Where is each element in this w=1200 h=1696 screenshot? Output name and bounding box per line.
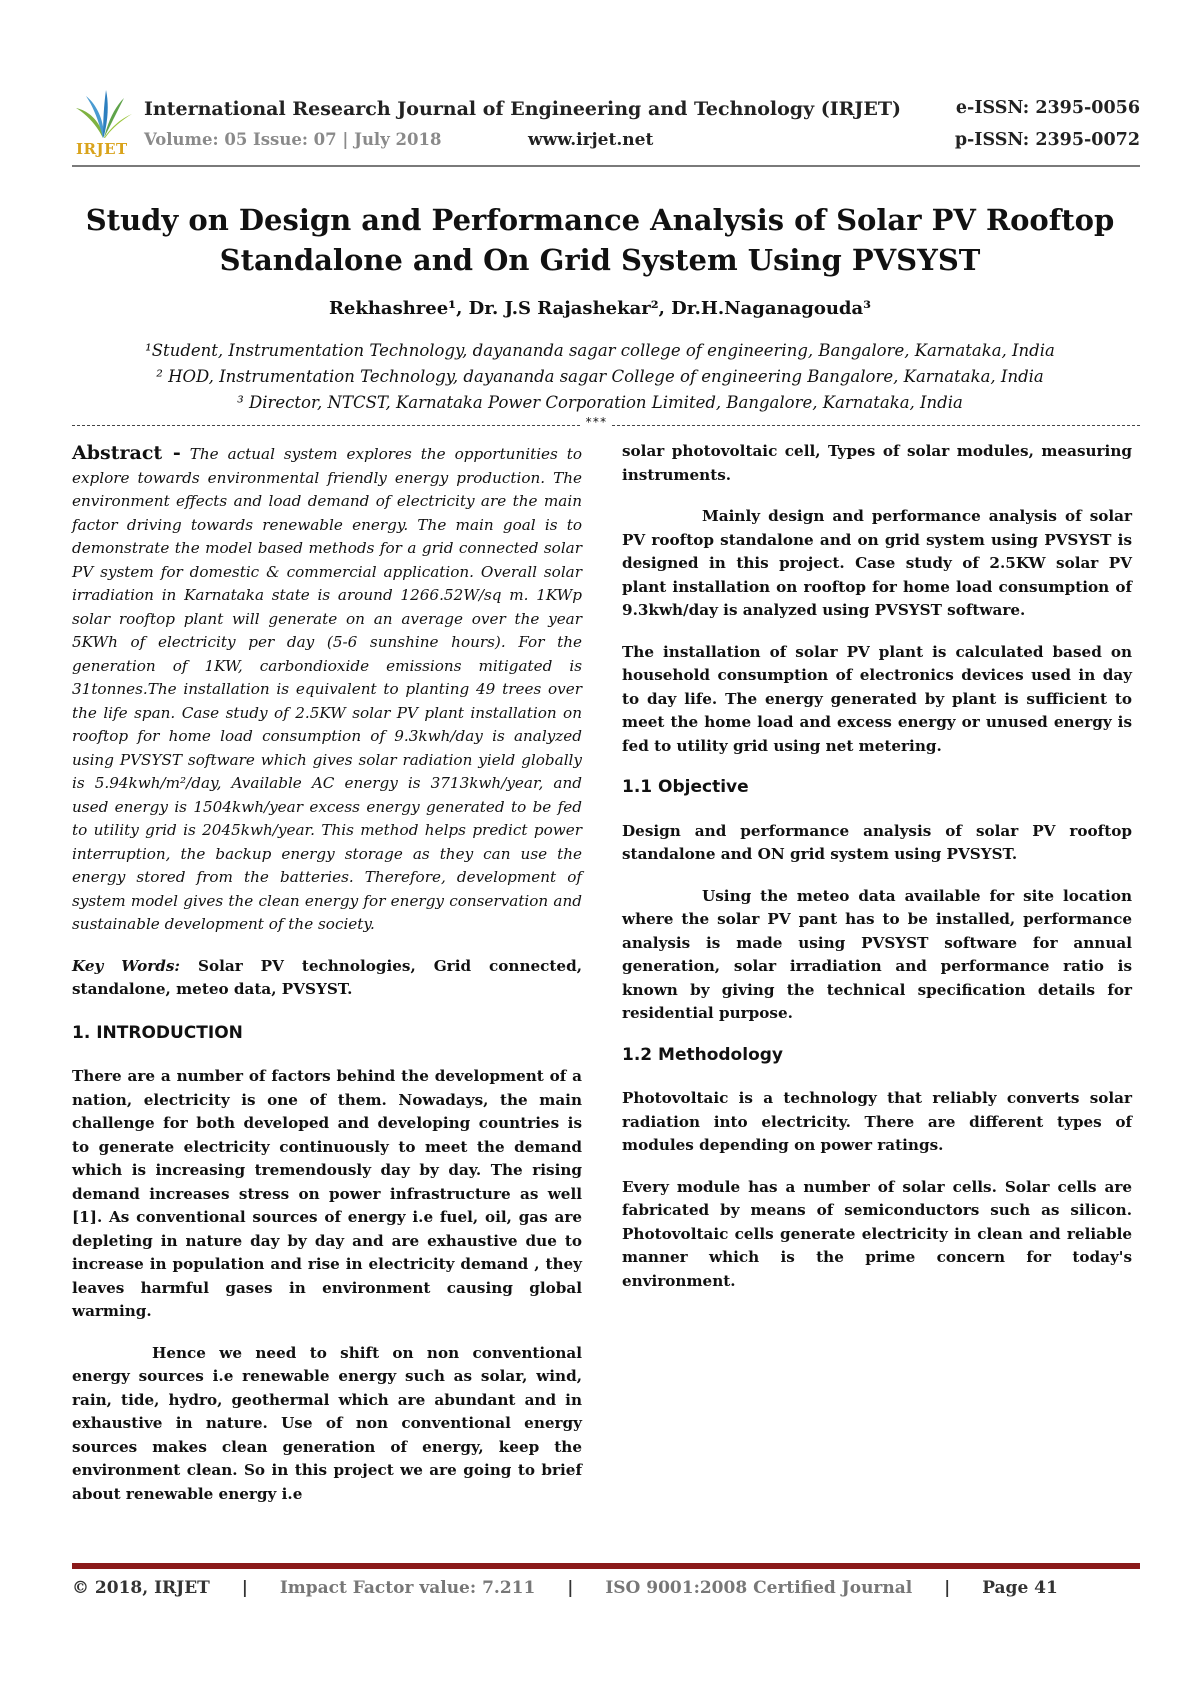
separator-stars: *** xyxy=(582,415,610,429)
installation-paragraph: The installation of solar PV plant is calculated based on household consumption of electronics devices used in day to day life. The energy generated by plant is sufficient to meet the home load and excess energy or unused energy is fed to utility grid using net metering. xyxy=(622,642,1132,755)
volume-issue: Volume: 05 Issue: 07 | July 2018 xyxy=(144,130,442,149)
methodology-paragraph-1: Photovoltaic is a technology that reliably converts solar radiation into electricity. There are different types of modules depending on power ratings. xyxy=(622,1089,1132,1154)
right-column xyxy=(622,440,1132,1311)
irjet-logo xyxy=(72,88,134,158)
methodology-paragraph-2: Every module has a number of solar cells. Solar cells are fabricated by means of semiconductors such as silicon. Photovoltaic cells generate electricity in clean and reliable manner which is the prime concern for today's environment. xyxy=(622,1177,1132,1290)
methodology-heading: 1.2 Methodology xyxy=(622,1044,783,1065)
affiliation-1: ¹Student, Instrumentation Technology, dayananda sagar college of engineering, Bangalore, Karnataka, India xyxy=(145,341,1055,360)
intro-paragraph-1: There are a number of factors behind the development of a nation, electricity is one of them. Nowadays, the main challenge for both developed and developing countries is to generate electricity continuously to meet the demand which is increasing tremendously day by day. The rising demand increases stress on power infrastructure as well [1]. As conventional sources of energy i.e fuel, oil, gas are depleting in nature day by day and are exhaustive due to increase in population and rise in electricity demand , they leaves harmful gases in environment causing global warming. xyxy=(72,1067,582,1320)
footer-copyright: © 2018, IRJET xyxy=(72,1578,210,1598)
footer-page-number: Page 41 xyxy=(982,1578,1058,1598)
footer-impact-factor: Impact Factor value: 7.211 xyxy=(279,1578,536,1598)
objective-paragraph-1: Design and performance analysis of solar PV rooftop standalone and ON grid system using PVSYST. xyxy=(622,821,1132,863)
journal-website[interactable]: www.irjet.net xyxy=(528,130,654,150)
eissn: e-ISSN: 2395-0056 xyxy=(955,98,1140,118)
footer-iso: ISO 9001:2008 Certified Journal xyxy=(605,1578,913,1598)
footer-separator: | xyxy=(567,1578,574,1598)
footer-separator: | xyxy=(241,1578,248,1598)
title-line-1: Study on Design and Performance Analysis of Solar PV Rooftop xyxy=(85,203,1115,237)
intro-paragraph-2: Hence we need to shift on non conventional energy sources i.e renewable energy such as solar, wind, rain, tide, hydro, geothermal which are abundant and in exhaustive in nature. Use of non conventional energy sources makes clean generation of energy, keep the environment clean. So in this project we are going to brief about renewable energy i.e xyxy=(72,1343,582,1503)
pissn: p-ISSN: 2395-0072 xyxy=(954,130,1140,150)
keywords xyxy=(72,955,582,1002)
footer-separator: | xyxy=(944,1578,951,1598)
paper-title xyxy=(80,200,1120,280)
journal-name: International Research Journal of Engineering and Technology (IRJET) xyxy=(144,98,901,120)
logo-text: IRJET xyxy=(76,140,128,158)
journal-header xyxy=(72,84,1140,164)
header-divider xyxy=(72,165,1140,167)
intro-heading: 1. INTRODUCTION xyxy=(72,1022,243,1043)
section-separator xyxy=(72,417,1140,431)
abstract-text: The actual system explores the opportunities to explore towards environmental friendly energy production. The environment effects and load demand of electricity are the main factor driving towards renewable energy. The main goal is to demonstrate the model based methods for a grid connected solar PV system for domestic & commercial application. Overall solar irradiation in Karnataka state is around 1266.52W/sq m. 1KWp solar rooftop plant will generate on an average over the year 5KWh of electricity per day (5-6 sunshine hours). For the generation of 1KW, carbondioxide emissions mitigated is 31tonnes.The installation is equivalent to planting 49 trees over the life span. Case study of 2.5KW solar PV plant installation on rooftop for home load consumption of 9.3kwh/day is analyzed using PVSYST software which gives solar radiation yield globally is 5.94kwh/m²/day, Available AC energy is 3713kwh/year, and used energy is 1504kwh/year excess energy generated to be fed to utility grid is 2045kwh/year. This method helps predict power interruption, the backup energy storage as they can use the energy stored from the batteries. Therefore, development of system model gives the clean energy for energy conservation and sustainable development of the society. xyxy=(72,445,583,933)
left-column xyxy=(72,442,582,1524)
leaf-logo-icon xyxy=(72,88,134,144)
journal-footer xyxy=(72,1578,1058,1598)
affiliation-3: ³ Director, NTCST, Karnataka Power Corporation Limited, Bangalore, Karnataka, India xyxy=(237,393,963,412)
keywords-text: Solar PV technologies, Grid connected, standalone, meteo data, PVSYST. xyxy=(72,956,582,998)
design-paragraph: Mainly design and performance analysis of solar PV rooftop standalone and on grid system using PVSYST is designed in this project. Case study of 2.5KW solar PV plant installation on rooftop for home load consumption of 9.3kwh/day is analyzed using PVSYST software. xyxy=(622,507,1132,619)
abstract-label: Abstract - xyxy=(72,442,181,464)
objective-paragraph-2: Using the meteo data available for site location where the solar PV pant has to be installed, performance analysis is made using PVSYST software for annual generation, solar irradiation and performance ratio is known by giving the technical specification details for residential purpose. xyxy=(622,886,1132,1022)
footer-divider xyxy=(72,1563,1140,1569)
affiliation-2: ² HOD, Instrumentation Technology, dayananda sagar College of engineering Bangalore, Karnataka, India xyxy=(156,367,1044,386)
abstract xyxy=(72,442,582,937)
continued-paragraph: solar photovoltaic cell, Types of solar modules, measuring instruments. xyxy=(622,442,1132,484)
objective-heading: 1.1 Objective xyxy=(622,777,749,797)
authors: Rekhashree¹, Dr. J.S Rajashekar², Dr.H.Naganagouda³ xyxy=(328,298,872,319)
keywords-label: Key Words: xyxy=(72,956,181,975)
title-line-2: Standalone and On Grid System Using PVSYST xyxy=(219,243,981,277)
